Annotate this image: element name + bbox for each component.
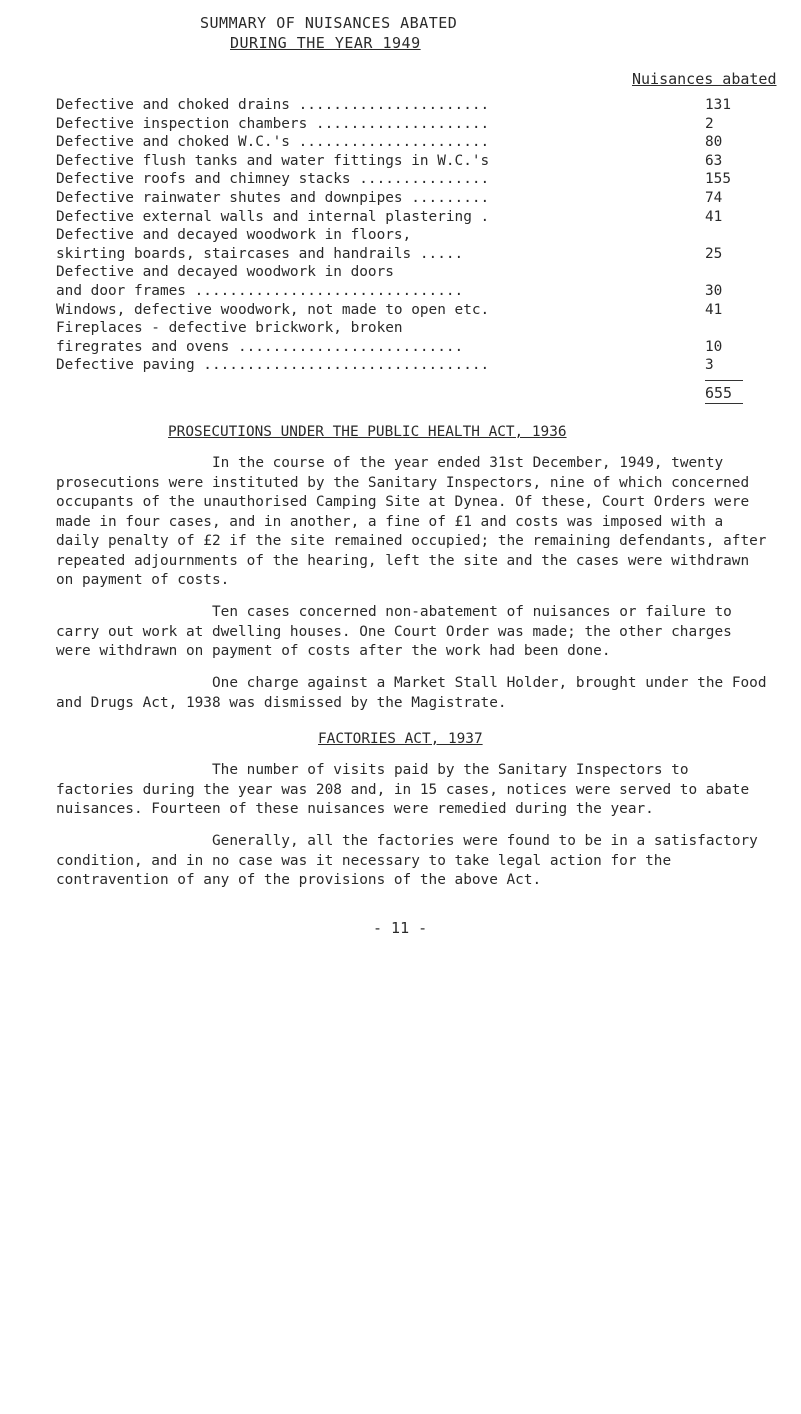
nuisance-label: Defective and decayed woodwork in floors, (56, 227, 412, 244)
nuisance-value: 155 (705, 171, 731, 188)
paragraph-non-abatement: Ten cases concerned non-abatement of nuisances or failure to carry out work at dwelling houses. One Court Order was made; the other charges were withdrawn on payment of costs after the work had been done. (56, 604, 732, 659)
nuisance-label: Defective paving ................................. (56, 357, 490, 374)
nuisance-value: 30 (705, 283, 723, 299)
nuisance-label: Defective rainwater shutes and downpipes ......... (56, 190, 490, 206)
total-rule (705, 403, 743, 404)
nuisance-label: Defective and decayed woodwork in doors (56, 264, 394, 281)
page-subtitle: DURING THE YEAR 1949 (230, 34, 421, 52)
paragraph-factory-condition: Generally, all the factories were found to be in a satisfactory condition, and in no case was it necessary to take legal action for the contravention of any of the provisions of the above Act. (56, 833, 758, 888)
nuisance-value: 74 (705, 190, 723, 206)
heading-prosecutions: PROSECUTIONS UNDER THE PUBLIC HEALTH ACT, 1936 (168, 424, 567, 440)
nuisance-label: Windows, defective woodwork, not made to open etc. (56, 301, 490, 318)
column-header: Nuisances abated (632, 70, 777, 88)
nuisance-value: 10 (705, 338, 723, 355)
nuisance-value: 2 (705, 115, 714, 132)
nuisance-value: 3 (705, 357, 714, 374)
paragraph-prosecutions: In the course of the year ended 31st December, 1949, twenty prosecutions were instituted by the Sanitary Inspectors, nine of which concerned occupants of the unauthorised Camping Site at Dynea. Of these, Court Orders were made in four cases, and in another, a fine of £1 and costs was imposed with a daily penalty of £2 if the site remained occupied; the remaining defendants, after repeated adjournments of the hearing, left the site and the cases were withdrawn on payment of costs. (56, 455, 767, 588)
nuisance-label: firegrates and ovens .......................... (56, 338, 464, 355)
nuisance-label: skirting boards, staircases and handrails ..... (56, 245, 464, 262)
nuisance-label: Defective and choked W.C.'s ...................... (56, 134, 490, 151)
page-number: - 11 - (373, 919, 428, 937)
nuisance-value: 80 (705, 134, 723, 151)
nuisance-value: 41 (705, 301, 723, 318)
subtotal-rule (705, 380, 743, 381)
nuisance-label: Defective roofs and chimney stacks ............... (56, 171, 490, 188)
paragraph-market-stall: One charge against a Market Stall Holder, brought under the Food and Drugs Act, 1938 was dismissed by the Magistrate. (56, 675, 767, 711)
nuisance-label: Defective flush tanks and water fittings in W.C.'s (56, 152, 490, 169)
total-value: 655 (705, 384, 733, 402)
paragraph-factory-visits: The number of visits paid by the Sanitary Inspectors to factories during the year was 208 and, in 15 cases, notices were served to abate nuisances. Fourteen of these nuisances were remedied during the year. (56, 762, 750, 817)
nuisance-label: and door frames ............................... (56, 283, 464, 299)
nuisance-label: Defective inspection chambers .................... (56, 115, 490, 132)
nuisance-value: 63 (705, 152, 723, 169)
page-title: SUMMARY OF NUISANCES ABATED (200, 14, 458, 32)
heading-factories: FACTORIES ACT, 1937 (318, 731, 483, 747)
nuisance-label: Defective and choked drains ...................... (56, 97, 490, 113)
nuisance-value: 25 (705, 245, 723, 262)
nuisance-value: 41 (705, 208, 723, 225)
nuisance-value: 131 (705, 97, 731, 113)
nuisance-label: Fireplaces - defective brickwork, broken (56, 320, 403, 337)
nuisance-label: Defective external walls and internal plastering . (56, 208, 490, 225)
